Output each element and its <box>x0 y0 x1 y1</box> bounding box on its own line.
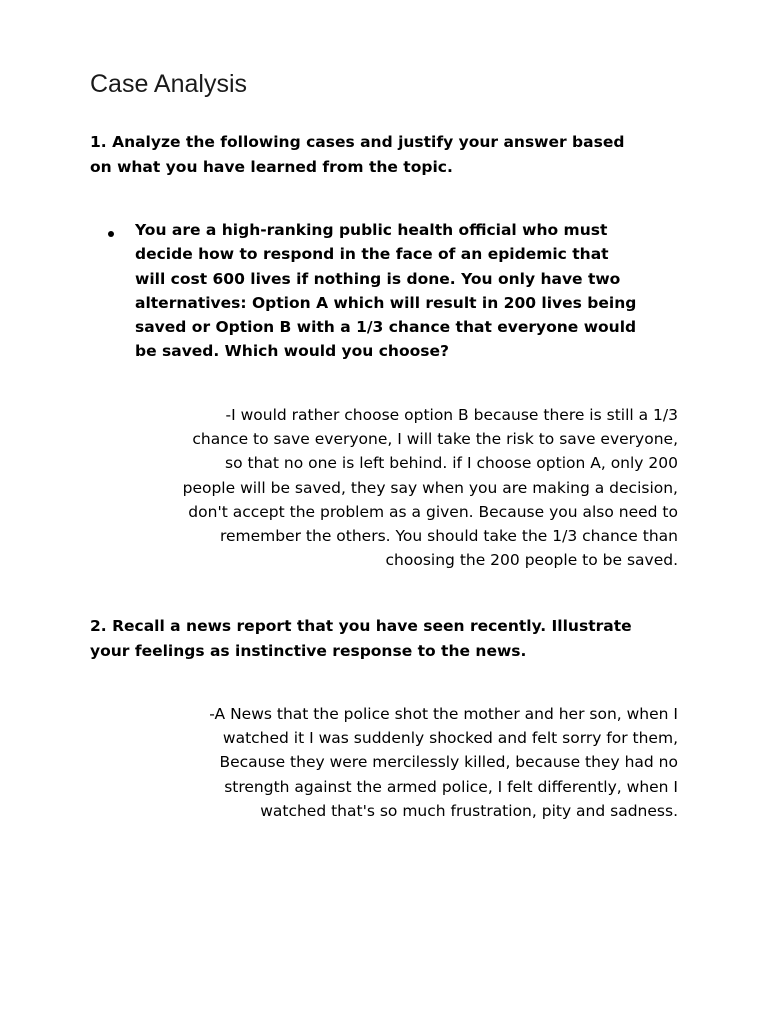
case-text-line: alternatives: Option A which will result in 200 lives being <box>135 293 637 312</box>
answer-1-line: -I would rather choose option B because there is still a 1/3 <box>225 406 678 424</box>
question-2-line: your feelings as instinctive response to the news. <box>90 641 527 660</box>
case-text-line: You are a high-ranking public health official who must <box>135 221 608 239</box>
answer-1-line: don't accept the problem as a given. Because you also need to <box>188 502 678 521</box>
answer-1-line: people will be saved, they say when you are making a decision, <box>182 478 678 497</box>
answer-1-line: so that no one is left behind. if I choose option A, only 200 <box>225 454 678 473</box>
answer-1 <box>58 403 678 572</box>
question-2-line: 2. Recall a news report that you have seen recently. Illustrate <box>90 617 632 635</box>
page-title: Case Analysis <box>90 70 248 98</box>
answer-2-line: watched that's so much frustration, pity and sadness. <box>260 801 678 820</box>
case-text-line: be saved. Which would you choose? <box>135 342 449 361</box>
answer-2-line: Because they were mercilessly killed, because they had no <box>219 753 678 772</box>
question-1 <box>90 130 690 179</box>
bullet-point-icon <box>108 231 114 237</box>
question-1-line: 1. Analyze the following cases and justify your answer based <box>90 133 625 151</box>
answer-2 <box>58 702 678 823</box>
case-text-line: will cost 600 lives if nothing is done. You only have two <box>135 269 621 288</box>
question-2 <box>90 614 690 663</box>
answer-2-line: strength against the armed police, I felt differently, when I <box>224 777 678 796</box>
case-text-line: saved or Option B with a 1/3 chance that everyone would <box>135 318 637 337</box>
case-text-line: decide how to respond in the face of an epidemic that <box>135 245 609 264</box>
case-text <box>135 218 636 364</box>
answer-1-line: choosing the 200 people to be saved. <box>385 551 678 570</box>
answer-2-line: watched it I was suddenly shocked and felt sorry for them, <box>222 729 678 748</box>
answer-1-line: remember the others. You should take the 1/3 chance than <box>219 527 678 546</box>
answer-1-line: chance to save everyone, I will take the risk to save everyone, <box>192 430 678 449</box>
answer-2-line: -A News that the police shot the mother and her son, when I <box>209 705 678 723</box>
question-1-line: on what you have learned from the topic. <box>90 157 453 176</box>
